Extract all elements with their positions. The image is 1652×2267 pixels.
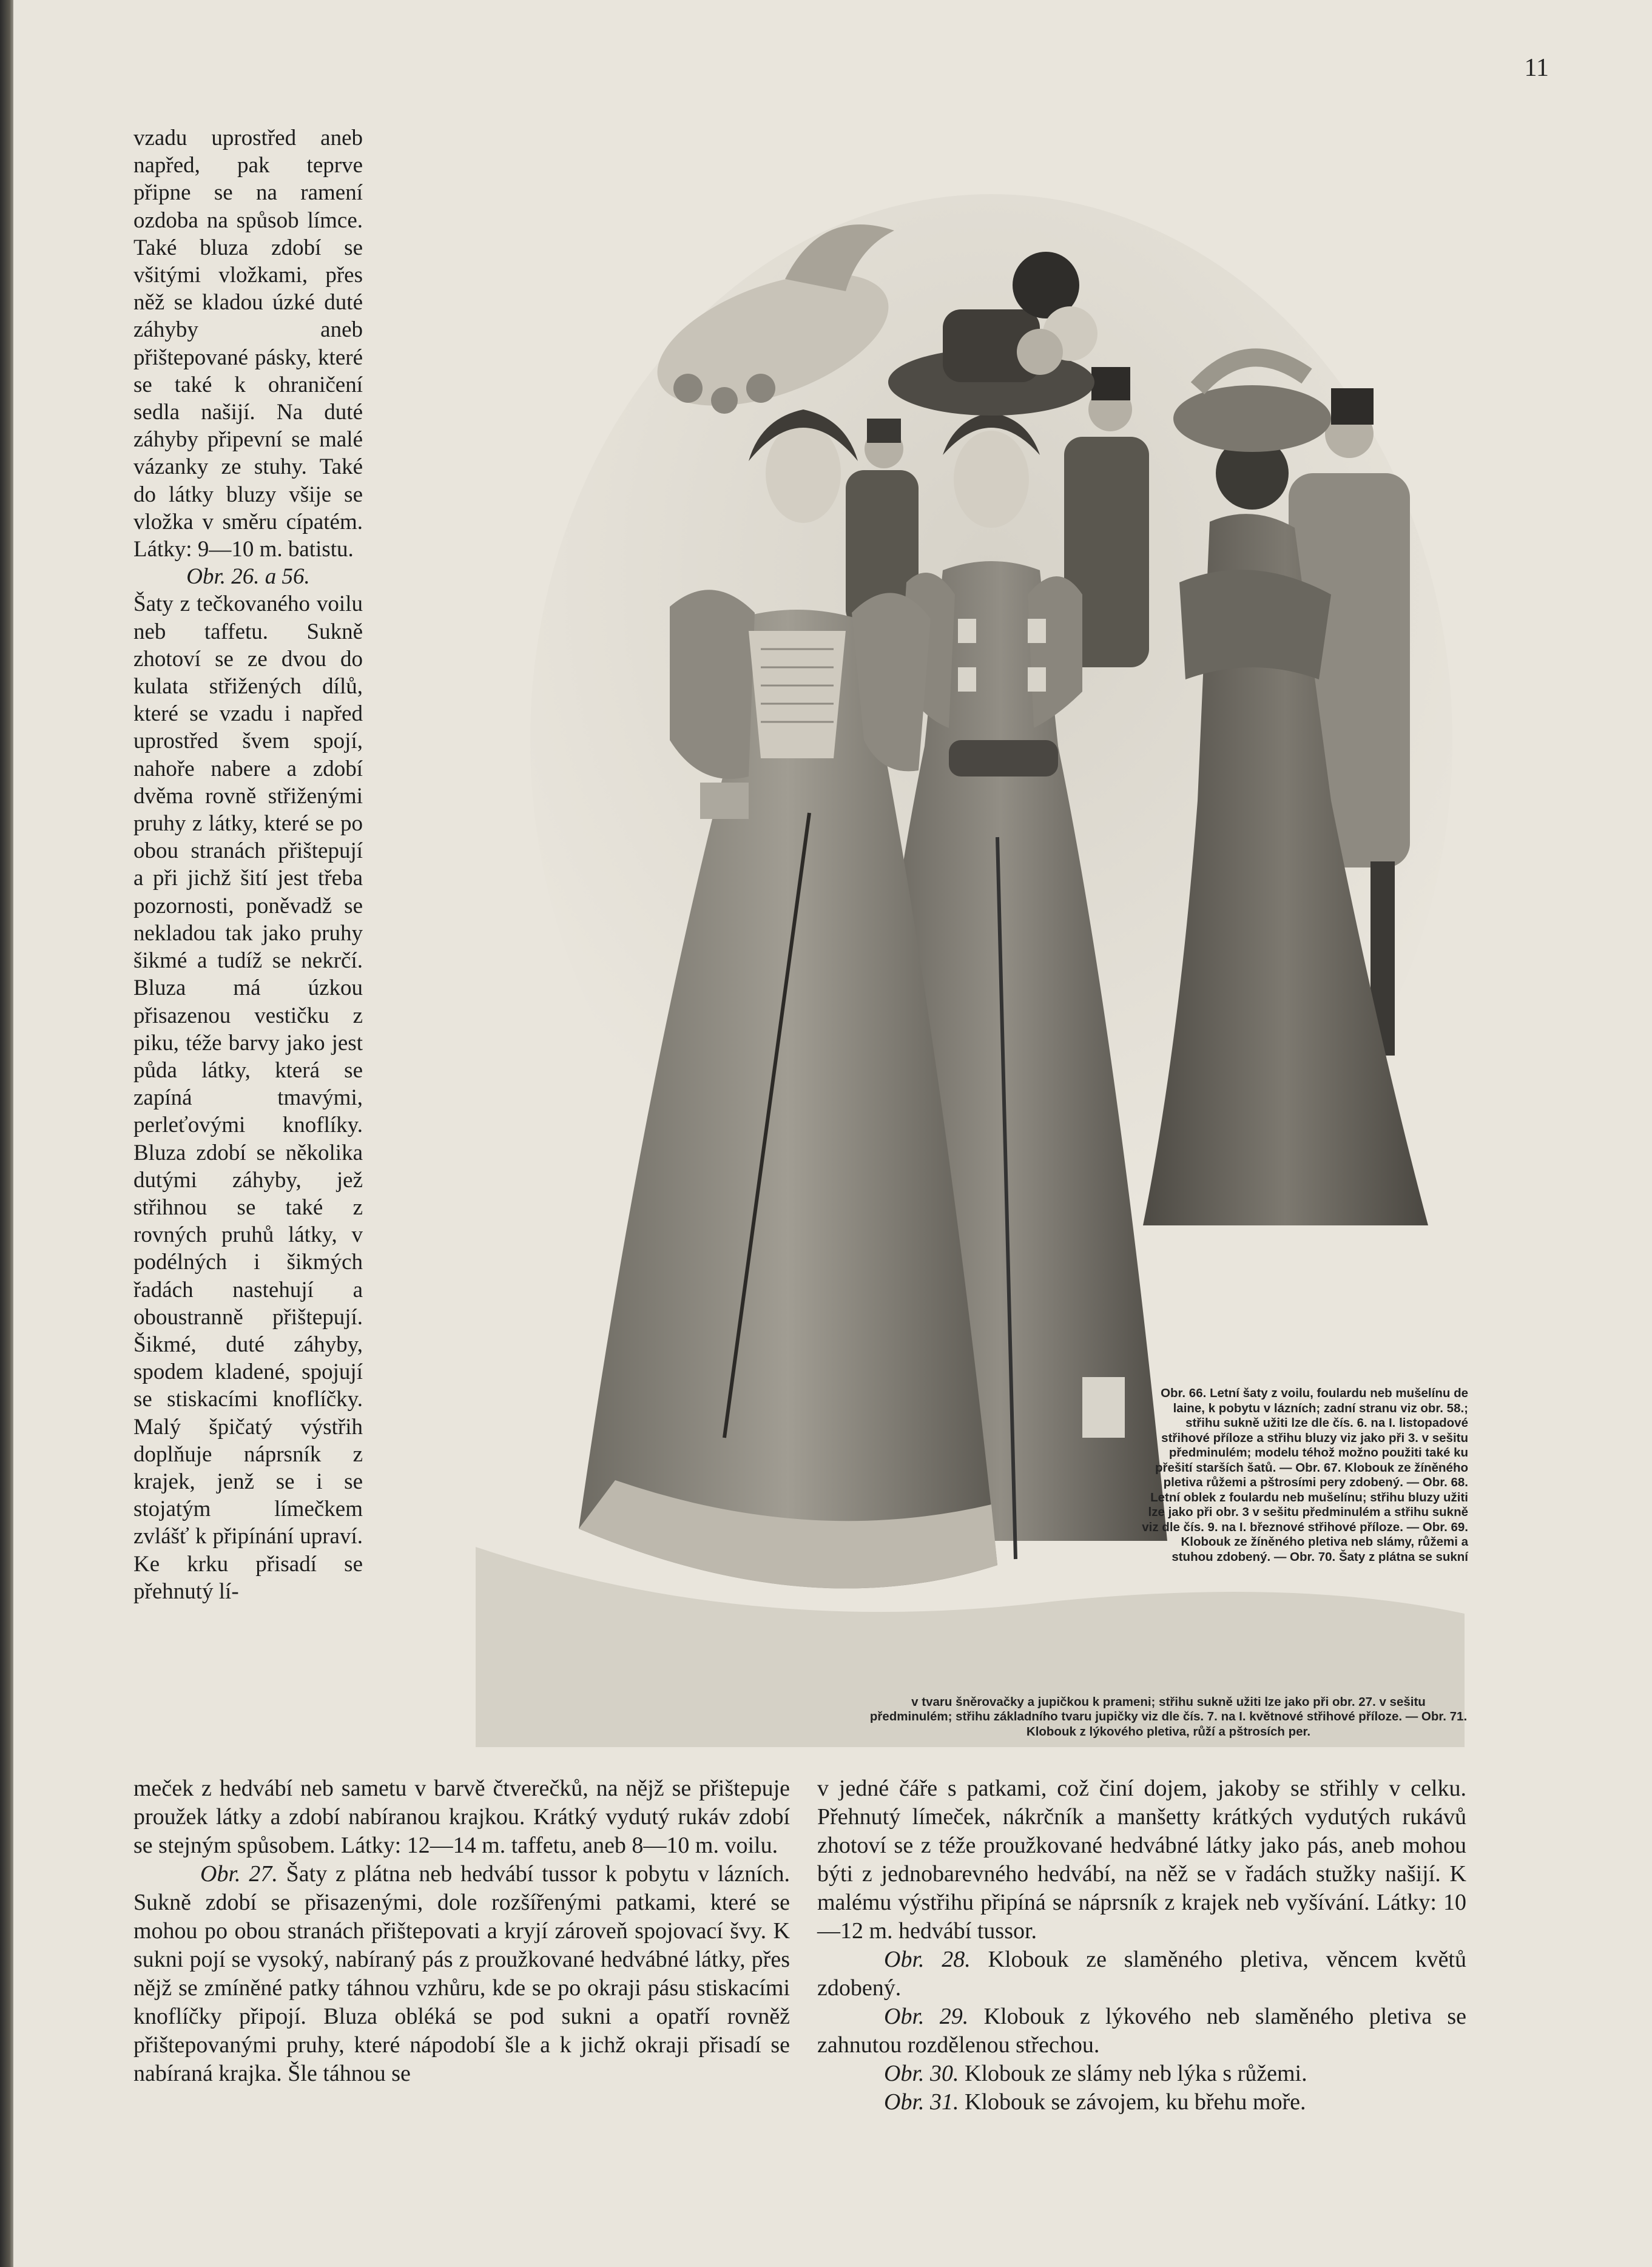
bottom-right-column: [817, 1774, 1466, 2117]
figure-30-entry: Obr. 30. Klobouk ze slámy neb lýka s růžemi.: [884, 2061, 1307, 2086]
figure-caption-continuation: v tvaru šněrovačky a jupičkou k prameni; střihu sukně užiti lze jako při obr. 27. v sešitu předminulém; střihu základního tvaru jupičky viz dle čís. 7. na I. květnové střihové příloze. — Obr. 71. Klobouk z lýkového pletiva, růží a pštrosích per.: [869, 1694, 1468, 1739]
bottom-right-paragraph-1: v jedné čáře s patkami, což činí dojem, jakoby se střihly v celku. Přehnutý límeček, nákrčník a manšetty krátkých vydutých rukávů zhotoví se z téže proužkované hedvábné látky jako pás, aneb mohou býti z jednobarevného hedvábí, na něž se v řadách stužky našijí. K malému výstřihu připíná se náprsník z krajek neb vyšívání. Látky: 10—12 m. hedvábí tussor.: [817, 1776, 1466, 1944]
figure-31-entry: Obr. 31. Klobouk se závojem, ku břehu moře.: [884, 2089, 1306, 2115]
document-page: [13, 0, 1652, 2267]
left-paragraph-1: vzadu uprostřed aneb napřed, pak teprve připne se na ramení ozdoba na spůsob límce. Také bluza zdobí se všitými vložkami, přes něž se kladou úzké duté záhyby aneb přištepované pásky, které se také k ohraničení sedla našijí. Na duté záhyby připevní se malé vázanky ze stuhy. Také do látky bluzy všije se vložka v směru cípatém. Látky: 9—10 m. batistu.: [133, 126, 363, 562]
bottom-left-paragraph-2: Obr. 27. Šaty z plátna neb hedvábí tussor k pobytu v lázních. Sukně zdobí se přisazenými, dole rozšířenými patkami, které se mohou po obou stranách přištepovati a kryjí zároveň spojovací švy. K sukni pojí se vysoký, nabíraný pás z proužkované hedvábné látky, přes nějž se zmíněné patky táhnou vzhůru, kde se po okraji pásu stiskacími knoflíčky připojí. Bluza obléká se pod sukni a opatří rovněž přištepovanými pruhy, které nápodobí šle a k jichž okraji přisadí se nabíraná krajka. Šle táhnou se: [133, 1861, 790, 2086]
figure-label-26: Obr. 26. a 56.: [186, 564, 310, 590]
bottom-left-column: [133, 1774, 790, 2088]
figure-29-entry: Obr. 29. Klobouk z lýkového neb slaměného pletiva se zahnutou rozdělenou střechou.: [817, 2004, 1466, 2058]
bottom-left-paragraph-1: meček z hedvábí neb sametu v barvě čtverečků, na nějž se přištepuje proužek látky a zdobí nabíranou krajkou. Krátký vydutý rukáv zdobí se stejným spůsobem. Látky: 12—14 m. taffetu, aneb 8—10 m. voilu.: [133, 1776, 790, 1858]
page-number: 11: [1524, 54, 1549, 82]
figure-28-entry: Obr. 28. Klobouk ze slaměného pletiva, věncem květů zdobený.: [817, 1947, 1466, 2001]
left-text-column: [133, 124, 363, 1605]
figure-caption: Obr. 66. Letní šaty z voilu, foulardu neb mušelínu de laine, k pobytu v lázních; zadní stranu viz obr. 58.; střihu sukně užiti lze dle čís. 6. na I. listopadové střihové příloze a střihu bluzy viz jako při 3. v sešitu předminulém; modelu téhož možno použiti také ku přešití starších šatů. — Obr. 67. Klobouk ze žíněného pletiva růžemi a pštrosími pery zdobený. — Obr. 68. Letní oblek z foulardu neb mušelínu; střihu bluzy užiti lze jako při obr. 3 v sešitu předminulém a střihu sukně viz dle čís. 9. na I. březnové střihové příloze. — Obr. 69. Klobouk ze žíněného pletiva neb slámy, růžemi a stuhou zdobený. — Obr. 70. Šaty z plátna se sukní: [1142, 1386, 1468, 1564]
left-paragraph-2: Šaty z tečkovaného voilu neb taffetu. Sukně zhotoví se ze dvou do kulata střižených dílů, které se vzadu i napřed uprostřed švem spojí, nahoře nabere a zdobí dvěma rovně střiženými pruhy z látky, které se po obou stranách přištepují a při jichž šití jest třeba pozornosti, poněvadž se nekladou tak jako pruhy šikmé a tudíž se nekrčí. Bluza má úzkou přisazenou vestičku z piku, téže barvy jako jest půda látky, která se zapíná tmavými, perleťovými knoflíky. Bluza zdobí se několika dutými záhyby, jež střihnou se také z rovných pruhů látky, v podélných i šikmých řadách nastehují a oboustranně přištepují. Šikmé, duté záhyby, spodem kladené, spojují se stiskacími knoflíčky. Malý špičatý výstřih doplňuje náprsník z krajek, jenž se i se stojatým límečkem zvlášť k připínání upraví. Ke krku přisadí se přehnutý lí-: [133, 591, 363, 1604]
